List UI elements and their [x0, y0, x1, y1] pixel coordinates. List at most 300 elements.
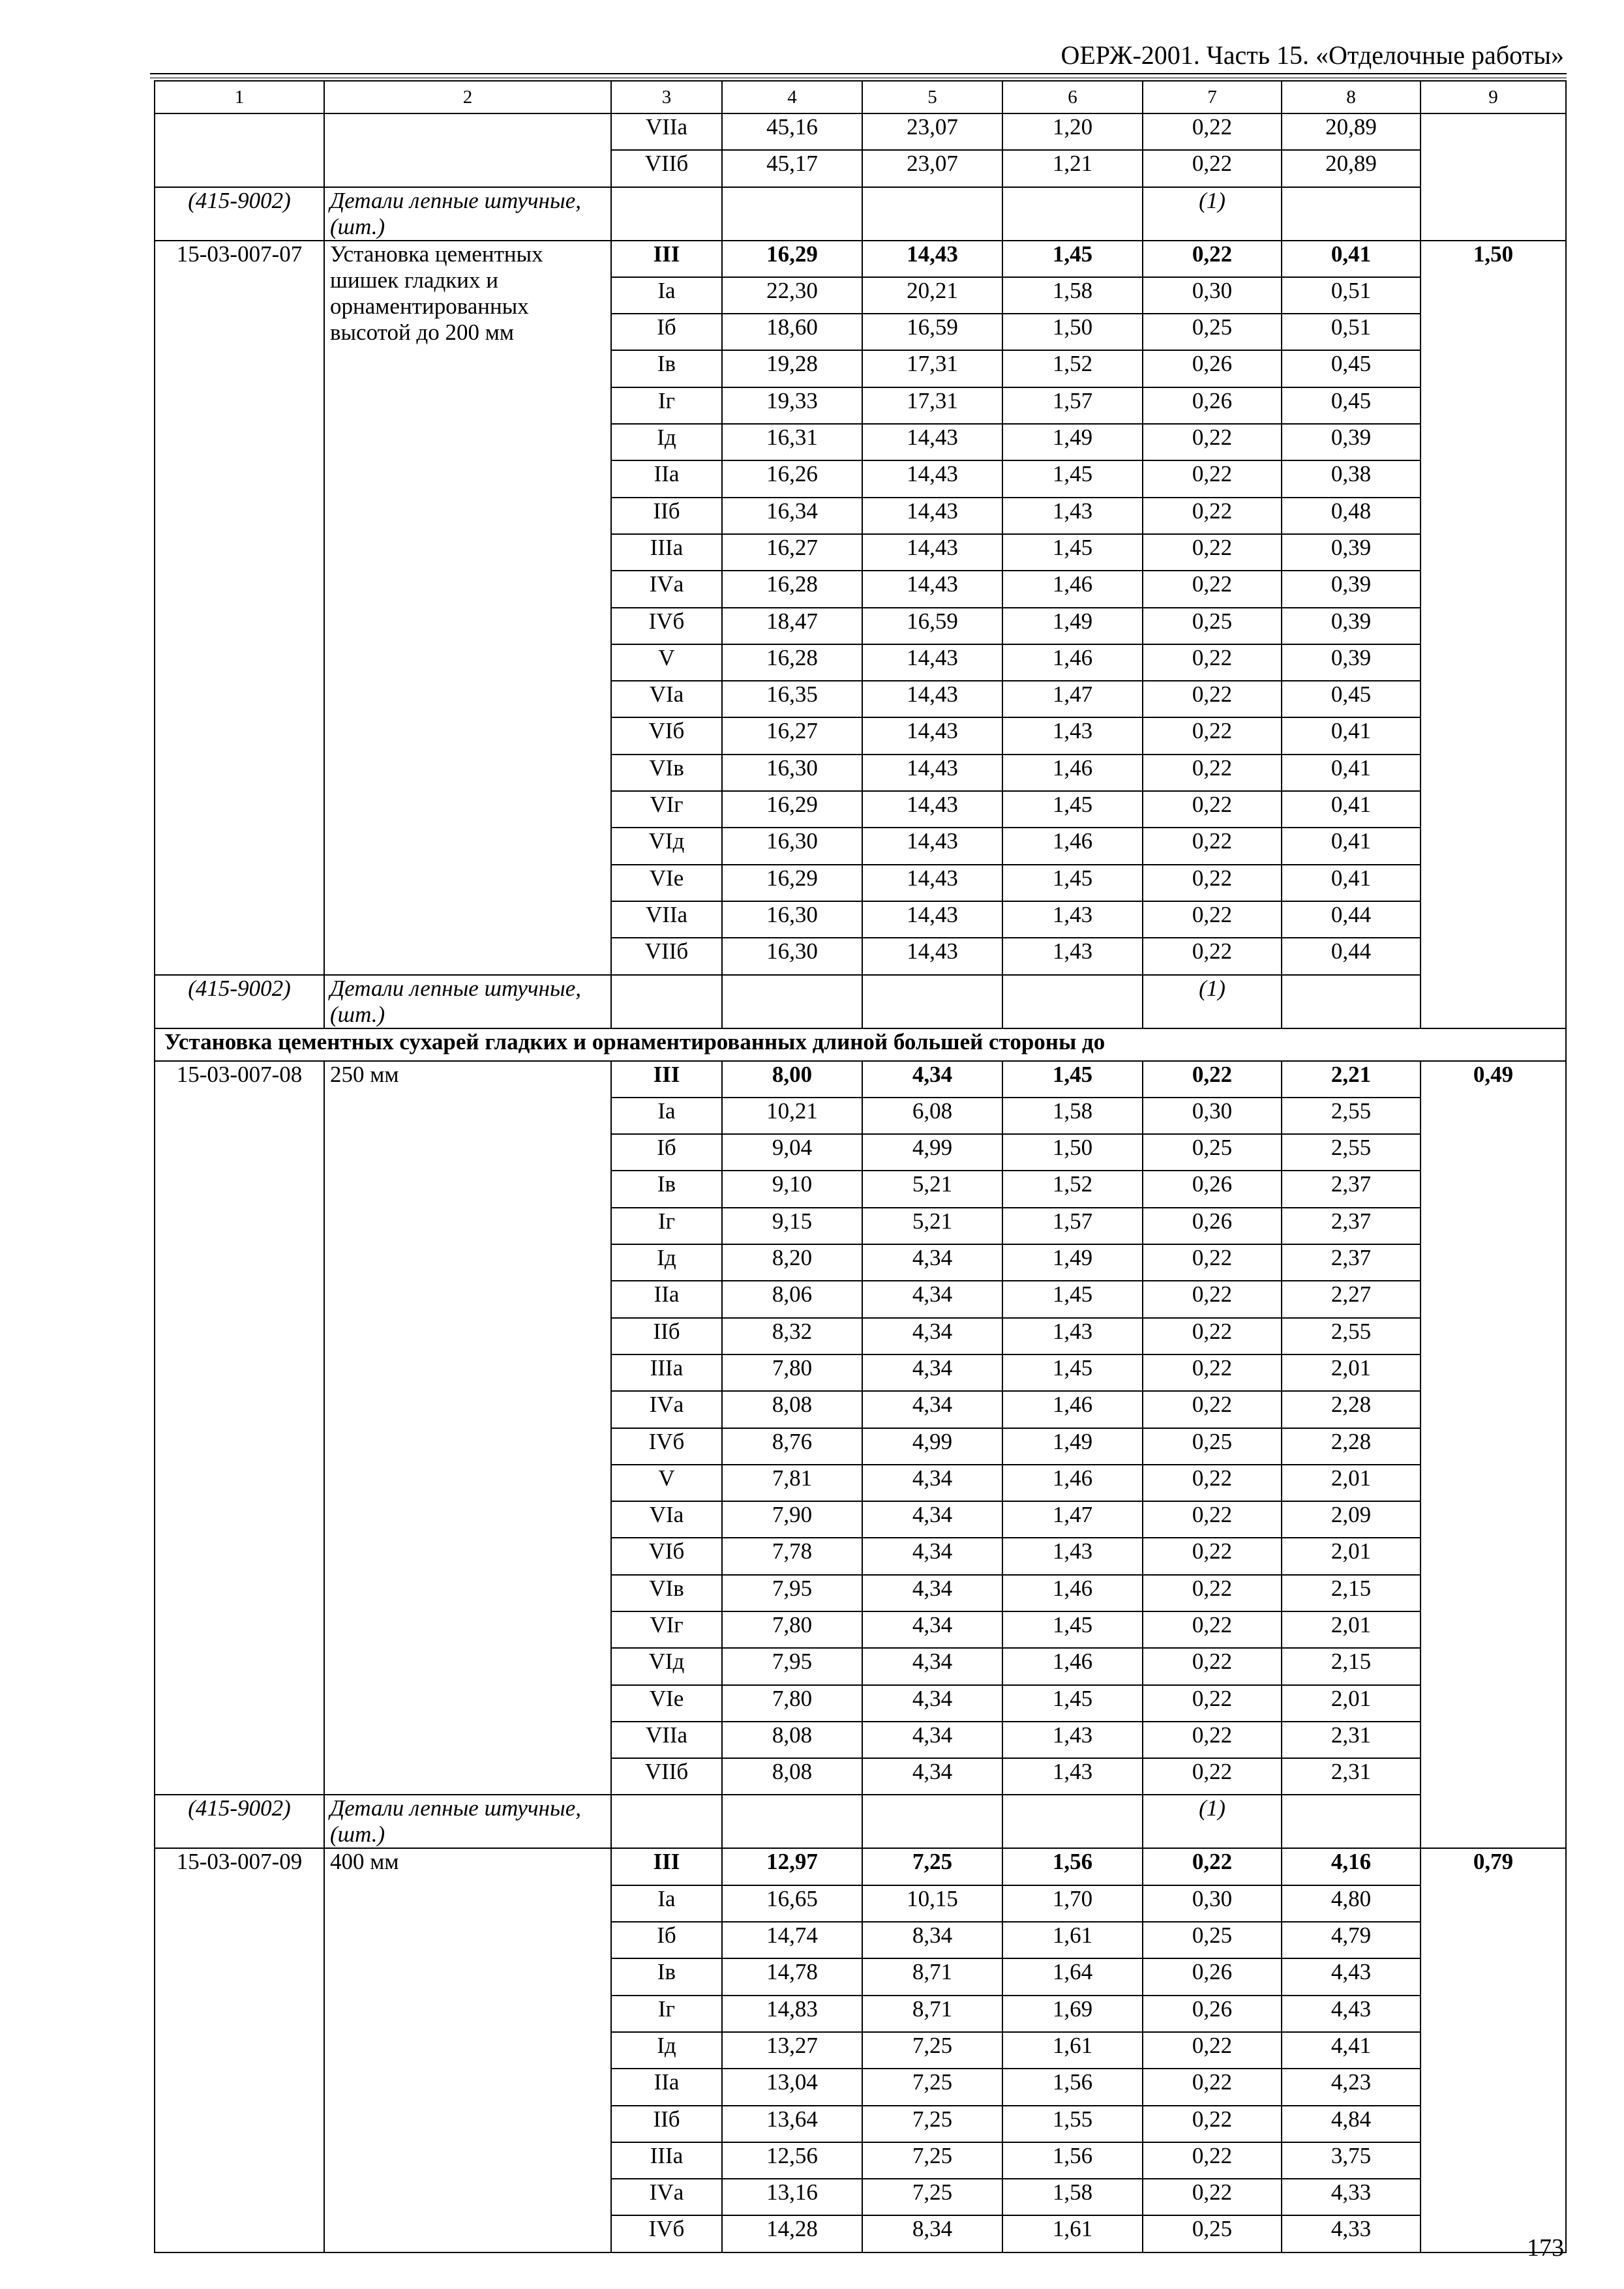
- value-cell-col7: 0,22: [1143, 1465, 1282, 1501]
- section-heading: Установка цементных сухарей гладких и орнаментированных длиной большей стороны до: [155, 1028, 1566, 1061]
- value-cell-col5: 8,34: [862, 2215, 1002, 2252]
- region-zone-cell: IVб: [611, 608, 722, 644]
- value-cell-col7: 0,22: [1143, 2069, 1282, 2105]
- value-cell-col4: 19,33: [722, 387, 862, 424]
- value-cell-col7: 0,22: [1143, 1318, 1282, 1354]
- value-cell-col6: 1,56: [1002, 1848, 1143, 1885]
- region-zone-cell: Iб: [611, 314, 722, 350]
- column-number: 6: [1002, 81, 1143, 113]
- value-cell-col4: 7,80: [722, 1685, 862, 1722]
- header-divider: [150, 73, 1567, 78]
- value-cell-col6: 1,46: [1002, 571, 1143, 607]
- value-cell-col6: 1,55: [1002, 2106, 1143, 2142]
- value-cell-col6: 1,43: [1002, 1758, 1143, 1795]
- value-cell-col7: 0,26: [1143, 1208, 1282, 1244]
- value-cell-col5: 4,34: [862, 1501, 1002, 1538]
- value-cell-col5: 4,34: [862, 1611, 1002, 1648]
- value-cell-col8: 2,37: [1282, 1244, 1421, 1281]
- value-cell-col4: 8,76: [722, 1428, 862, 1465]
- material-footer-row: [155, 975, 1566, 1028]
- column-number: 9: [1421, 81, 1566, 113]
- value-cell-col8: 2,27: [1282, 1281, 1421, 1317]
- value-cell-col7: 0,22: [1143, 681, 1282, 717]
- region-zone-cell: IIб: [611, 1318, 722, 1354]
- value-cell-col5: 14,43: [862, 460, 1002, 497]
- value-cell-col7: 0,25: [1143, 1428, 1282, 1465]
- value-cell-col8: 4,33: [1282, 2215, 1421, 2252]
- region-zone-cell: IIIа: [611, 2142, 722, 2179]
- value-cell-col6: 1,50: [1002, 314, 1143, 350]
- value-cell-col5: 16,59: [862, 608, 1002, 644]
- value-cell-col7: 0,22: [1143, 644, 1282, 681]
- material-quantity: (1): [1143, 975, 1282, 1028]
- value-cell-col8: 20,89: [1282, 150, 1421, 187]
- value-cell-col5: 20,21: [862, 277, 1002, 314]
- value-cell-col6: 1,46: [1002, 644, 1143, 681]
- region-zone-cell: VIIа: [611, 113, 722, 150]
- empty-cell: [1002, 1795, 1143, 1848]
- value-cell-col5: 7,25: [862, 2179, 1002, 2215]
- value-cell-col5: 17,31: [862, 387, 1002, 424]
- coefficient-col9: 0,79: [1421, 1848, 1566, 2252]
- value-cell-col5: 5,21: [862, 1208, 1002, 1244]
- region-zone-cell: Iа: [611, 1885, 722, 1922]
- norms-table-body: [155, 81, 1566, 2252]
- empty-cell: [862, 187, 1002, 241]
- value-cell-col7: 0,22: [1143, 113, 1282, 150]
- value-cell-col8: 2,21: [1282, 1061, 1421, 1098]
- value-cell-col7: 0,26: [1143, 1958, 1282, 1995]
- value-cell-col6: 1,43: [1002, 901, 1143, 938]
- norm-name: Установка цементных шишек гладких и орнаментированных высотой до 200 мм: [324, 241, 611, 975]
- value-cell-col5: 14,43: [862, 424, 1002, 460]
- value-cell-col7: 0,22: [1143, 1611, 1282, 1648]
- material-name: Детали лепные штучные, (шт.): [324, 1795, 611, 1848]
- value-cell-col5: 4,99: [862, 1428, 1002, 1465]
- value-cell-col6: 1,43: [1002, 498, 1143, 534]
- value-cell-col5: 14,43: [862, 938, 1002, 974]
- region-zone-cell: Iг: [611, 1208, 722, 1244]
- empty-cell: [611, 187, 722, 241]
- value-cell-col7: 0,22: [1143, 571, 1282, 607]
- region-zone-cell: IIIа: [611, 1354, 722, 1391]
- value-cell-col4: 7,78: [722, 1538, 862, 1574]
- coefficient-col9: [1421, 113, 1566, 241]
- column-number: 4: [722, 81, 862, 113]
- empty-cell: [611, 1795, 722, 1848]
- value-cell-col7: 0,22: [1143, 424, 1282, 460]
- region-zone-cell: IIб: [611, 2106, 722, 2142]
- region-zone-cell: VIе: [611, 865, 722, 901]
- value-cell-col4: 14,78: [722, 1958, 862, 1995]
- value-cell-col8: 4,16: [1282, 1848, 1421, 1885]
- region-zone-cell: VIа: [611, 681, 722, 717]
- region-zone-cell: Iв: [611, 350, 722, 387]
- value-cell-col8: 0,41: [1282, 828, 1421, 864]
- value-cell-col6: 1,45: [1002, 1061, 1143, 1098]
- value-cell-col7: 0,22: [1143, 755, 1282, 791]
- value-cell-col4: 12,97: [722, 1848, 862, 1885]
- value-cell-col6: 1,45: [1002, 534, 1143, 571]
- page-header-title: ОЕРЖ-2001. Часть 15. «Отделочные работы»: [1060, 40, 1564, 70]
- value-cell-col5: 4,34: [862, 1575, 1002, 1611]
- value-cell-col8: 2,55: [1282, 1134, 1421, 1171]
- value-cell-col7: 0,22: [1143, 1575, 1282, 1611]
- value-cell-col6: 1,58: [1002, 2179, 1143, 2215]
- value-cell-col5: 8,71: [862, 1996, 1002, 2032]
- value-cell-col5: 8,34: [862, 1922, 1002, 1958]
- value-cell-col8: 0,41: [1282, 717, 1421, 754]
- value-cell-col7: 0,26: [1143, 1996, 1282, 2032]
- value-cell-col6: 1,49: [1002, 1244, 1143, 1281]
- value-cell-col7: 0,25: [1143, 1922, 1282, 1958]
- value-cell-col7: 0,22: [1143, 1391, 1282, 1428]
- value-cell-col8: 0,44: [1282, 901, 1421, 938]
- value-cell-col7: 0,22: [1143, 938, 1282, 974]
- value-cell-col4: 45,17: [722, 150, 862, 187]
- region-zone-cell: III: [611, 1061, 722, 1098]
- value-cell-col5: 14,43: [862, 791, 1002, 828]
- value-cell-col6: 1,57: [1002, 387, 1143, 424]
- region-zone-cell: Iа: [611, 277, 722, 314]
- region-zone-cell: VIа: [611, 1501, 722, 1538]
- value-cell-col8: 0,39: [1282, 608, 1421, 644]
- value-cell-col5: 14,43: [862, 681, 1002, 717]
- value-cell-col4: 7,80: [722, 1354, 862, 1391]
- value-cell-col7: 0,22: [1143, 1061, 1282, 1098]
- empty-cell: [1002, 187, 1143, 241]
- region-zone-cell: Iв: [611, 1958, 722, 1995]
- empty-cell: [722, 187, 862, 241]
- value-cell-col4: 9,10: [722, 1171, 862, 1207]
- value-cell-col5: 4,34: [862, 1465, 1002, 1501]
- value-cell-col8: 2,31: [1282, 1758, 1421, 1795]
- material-name: Детали лепные штучные, (шт.): [324, 975, 611, 1028]
- value-cell-col5: 14,43: [862, 717, 1002, 754]
- value-cell-col4: 16,27: [722, 717, 862, 754]
- value-cell-col7: 0,30: [1143, 277, 1282, 314]
- region-zone-cell: Iб: [611, 1134, 722, 1171]
- value-cell-col6: 1,46: [1002, 1465, 1143, 1501]
- value-cell-col4: 8,00: [722, 1061, 862, 1098]
- value-cell-col7: 0,22: [1143, 1722, 1282, 1758]
- column-number: 7: [1143, 81, 1282, 113]
- empty-cell: [1002, 975, 1143, 1028]
- value-cell-col7: 0,22: [1143, 2106, 1282, 2142]
- value-cell-col6: 1,43: [1002, 938, 1143, 974]
- value-cell-col8: 0,39: [1282, 534, 1421, 571]
- value-cell-col8: 0,41: [1282, 865, 1421, 901]
- value-cell-col6: 1,58: [1002, 277, 1143, 314]
- value-cell-col5: 7,25: [862, 2106, 1002, 2142]
- region-zone-cell: VIб: [611, 1538, 722, 1574]
- value-cell-col6: 1,70: [1002, 1885, 1143, 1922]
- value-cell-col7: 0,26: [1143, 350, 1282, 387]
- value-cell-col7: 0,25: [1143, 1134, 1282, 1171]
- region-zone-cell: VIд: [611, 1648, 722, 1684]
- region-zone-cell: IVа: [611, 1391, 722, 1428]
- value-cell-col5: 7,25: [862, 2142, 1002, 2179]
- value-cell-col5: 14,43: [862, 644, 1002, 681]
- value-cell-col7: 0,25: [1143, 608, 1282, 644]
- value-cell-col8: 0,39: [1282, 644, 1421, 681]
- empty-cell: [722, 975, 862, 1028]
- value-cell-col6: 1,46: [1002, 1391, 1143, 1428]
- value-cell-col4: 16,29: [722, 865, 862, 901]
- norm-code: 15-03-007-08: [155, 1061, 324, 1795]
- value-cell-col5: 4,34: [862, 1722, 1002, 1758]
- region-zone-cell: VIIа: [611, 901, 722, 938]
- value-cell-col7: 0,26: [1143, 1171, 1282, 1207]
- value-cell-col8: 2,01: [1282, 1465, 1421, 1501]
- value-cell-col8: 4,23: [1282, 2069, 1421, 2105]
- value-cell-col8: 4,43: [1282, 1958, 1421, 1995]
- value-cell-col8: 0,45: [1282, 681, 1421, 717]
- region-zone-cell: Iг: [611, 1996, 722, 2032]
- value-cell-col8: 2,37: [1282, 1208, 1421, 1244]
- value-cell-col6: 1,43: [1002, 1538, 1143, 1574]
- value-cell-col4: 7,95: [722, 1648, 862, 1684]
- region-zone-cell: IIа: [611, 1281, 722, 1317]
- value-cell-col6: 1,46: [1002, 1648, 1143, 1684]
- value-cell-col8: 2,15: [1282, 1648, 1421, 1684]
- norm-code: [155, 113, 324, 187]
- region-zone-cell: IVб: [611, 2215, 722, 2252]
- value-cell-col6: 1,45: [1002, 1685, 1143, 1722]
- region-zone-cell: VIд: [611, 828, 722, 864]
- value-cell-col4: 14,83: [722, 1996, 862, 2032]
- norm-code: 15-03-007-09: [155, 1848, 324, 2252]
- region-zone-cell: IVа: [611, 571, 722, 607]
- value-cell-col5: 4,34: [862, 1061, 1002, 1098]
- value-cell-col8: 4,80: [1282, 1885, 1421, 1922]
- material-footer-row: [155, 1795, 1566, 1848]
- column-number: 5: [862, 81, 1002, 113]
- material-code: (415-9002): [155, 187, 324, 241]
- norm-name: 250 мм: [324, 1061, 611, 1795]
- value-cell-col5: 4,34: [862, 1685, 1002, 1722]
- region-zone-cell: VIIа: [611, 1722, 722, 1758]
- section-heading-row: [155, 1028, 1566, 1061]
- value-cell-col5: 7,25: [862, 1848, 1002, 1885]
- value-cell-col8: 0,39: [1282, 571, 1421, 607]
- region-zone-cell: VIIб: [611, 938, 722, 974]
- region-zone-cell: VIг: [611, 1611, 722, 1648]
- value-cell-col6: 1,49: [1002, 1428, 1143, 1465]
- value-cell-col8: 3,75: [1282, 2142, 1421, 2179]
- value-cell-col4: 16,26: [722, 460, 862, 497]
- value-cell-col6: 1,21: [1002, 150, 1143, 187]
- value-cell-col8: 20,89: [1282, 113, 1421, 150]
- value-cell-col7: 0,22: [1143, 1685, 1282, 1722]
- value-cell-col6: 1,61: [1002, 2032, 1143, 2069]
- value-cell-col8: 2,01: [1282, 1354, 1421, 1391]
- value-cell-col5: 23,07: [862, 150, 1002, 187]
- value-cell-col5: 7,25: [862, 2069, 1002, 2105]
- region-zone-cell: VIе: [611, 1685, 722, 1722]
- value-cell-col8: 2,09: [1282, 1501, 1421, 1538]
- value-cell-col6: 1,45: [1002, 1354, 1143, 1391]
- value-cell-col7: 0,22: [1143, 717, 1282, 754]
- value-cell-col4: 45,16: [722, 113, 862, 150]
- value-cell-col5: 4,34: [862, 1538, 1002, 1574]
- value-cell-col5: 6,08: [862, 1098, 1002, 1134]
- material-name: Детали лепные штучные, (шт.): [324, 187, 611, 241]
- value-cell-col7: 0,22: [1143, 1648, 1282, 1684]
- value-cell-col7: 0,26: [1143, 387, 1282, 424]
- value-cell-col5: 4,34: [862, 1354, 1002, 1391]
- region-zone-cell: VIв: [611, 755, 722, 791]
- value-cell-col8: 0,38: [1282, 460, 1421, 497]
- value-cell-col7: 0,22: [1143, 2179, 1282, 2215]
- value-cell-col7: 0,22: [1143, 241, 1282, 277]
- value-cell-col5: 7,25: [862, 2032, 1002, 2069]
- value-cell-col6: 1,49: [1002, 424, 1143, 460]
- region-zone-cell: Iг: [611, 387, 722, 424]
- coefficient-col9: 0,49: [1421, 1061, 1566, 1849]
- value-cell-col7: 0,22: [1143, 901, 1282, 938]
- value-cell-col8: 4,79: [1282, 1922, 1421, 1958]
- value-cell-col4: 16,29: [722, 791, 862, 828]
- value-cell-col5: 14,43: [862, 755, 1002, 791]
- value-cell-col4: 14,28: [722, 2215, 862, 2252]
- norms-table: [154, 80, 1567, 2253]
- value-cell-col4: 8,20: [722, 1244, 862, 1281]
- value-cell-col4: 10,21: [722, 1098, 862, 1134]
- value-cell-col4: 13,16: [722, 2179, 862, 2215]
- value-cell-col8: 2,01: [1282, 1538, 1421, 1574]
- region-zone-cell: VIг: [611, 791, 722, 828]
- value-cell-col6: 1,45: [1002, 241, 1143, 277]
- value-cell-col6: 1,56: [1002, 2142, 1143, 2179]
- value-cell-col6: 1,69: [1002, 1996, 1143, 2032]
- region-zone-cell: IVб: [611, 1428, 722, 1465]
- value-cell-col4: 8,08: [722, 1758, 862, 1795]
- value-cell-col4: 16,28: [722, 644, 862, 681]
- value-cell-col4: 8,08: [722, 1391, 862, 1428]
- value-cell-col4: 16,34: [722, 498, 862, 534]
- value-cell-col8: 2,28: [1282, 1428, 1421, 1465]
- value-cell-col4: 16,27: [722, 534, 862, 571]
- value-cell-col7: 0,22: [1143, 865, 1282, 901]
- value-cell-col4: 16,30: [722, 755, 862, 791]
- region-zone-cell: IIIа: [611, 534, 722, 571]
- value-cell-col5: 14,43: [862, 534, 1002, 571]
- value-cell-col6: 1,20: [1002, 113, 1143, 150]
- value-cell-col8: 0,51: [1282, 277, 1421, 314]
- value-cell-col5: 14,43: [862, 241, 1002, 277]
- value-cell-col7: 0,22: [1143, 1538, 1282, 1574]
- value-cell-col8: 2,01: [1282, 1611, 1421, 1648]
- value-cell-col7: 0,22: [1143, 791, 1282, 828]
- value-cell-col6: 1,64: [1002, 1958, 1143, 1995]
- value-cell-col5: 14,43: [862, 828, 1002, 864]
- value-cell-col4: 8,06: [722, 1281, 862, 1317]
- value-cell-col7: 0,30: [1143, 1885, 1282, 1922]
- value-cell-col4: 18,60: [722, 314, 862, 350]
- norm-name: [324, 113, 611, 187]
- region-zone-cell: III: [611, 1848, 722, 1885]
- value-cell-col4: 13,04: [722, 2069, 862, 2105]
- empty-cell: [862, 1795, 1002, 1848]
- value-cell-col8: 0,45: [1282, 387, 1421, 424]
- region-zone-cell: Iд: [611, 1244, 722, 1281]
- value-cell-col7: 0,30: [1143, 1098, 1282, 1134]
- value-cell-col7: 0,22: [1143, 1354, 1282, 1391]
- value-cell-col6: 1,50: [1002, 1134, 1143, 1171]
- material-code: (415-9002): [155, 975, 324, 1028]
- value-cell-col8: 4,43: [1282, 1996, 1421, 2032]
- value-cell-col7: 0,22: [1143, 2032, 1282, 2069]
- value-cell-col7: 0,22: [1143, 1281, 1282, 1317]
- value-cell-col6: 1,61: [1002, 1922, 1143, 1958]
- value-cell-col4: 16,65: [722, 1885, 862, 1922]
- value-cell-col6: 1,46: [1002, 1575, 1143, 1611]
- value-cell-col7: 0,22: [1143, 498, 1282, 534]
- value-cell-col8: 2,55: [1282, 1098, 1421, 1134]
- value-cell-col6: 1,43: [1002, 1722, 1143, 1758]
- value-cell-col6: 1,45: [1002, 791, 1143, 828]
- value-cell-col5: 17,31: [862, 350, 1002, 387]
- material-quantity: (1): [1143, 187, 1282, 241]
- value-cell-col6: 1,47: [1002, 681, 1143, 717]
- value-cell-col5: 16,59: [862, 314, 1002, 350]
- value-cell-col4: 7,90: [722, 1501, 862, 1538]
- region-zone-cell: VIIб: [611, 1758, 722, 1795]
- value-cell-col4: 9,15: [722, 1208, 862, 1244]
- value-cell-col4: 9,04: [722, 1134, 862, 1171]
- value-cell-col8: 0,41: [1282, 755, 1421, 791]
- value-cell-col4: 7,80: [722, 1611, 862, 1648]
- region-zone-cell: IVа: [611, 2179, 722, 2215]
- column-number: 8: [1282, 81, 1421, 113]
- norm-name: 400 мм: [324, 1848, 611, 2252]
- value-cell-col8: 0,41: [1282, 241, 1421, 277]
- value-cell-col5: 4,34: [862, 1391, 1002, 1428]
- value-cell-col7: 0,25: [1143, 2215, 1282, 2252]
- value-cell-col4: 8,08: [722, 1722, 862, 1758]
- region-zone-cell: Iб: [611, 1922, 722, 1958]
- value-cell-col7: 0,22: [1143, 460, 1282, 497]
- value-cell-col6: 1,58: [1002, 1098, 1143, 1134]
- column-number: 2: [324, 81, 611, 113]
- material-code: (415-9002): [155, 1795, 324, 1848]
- coefficient-col9: 1,50: [1421, 241, 1566, 1028]
- empty-cell: [611, 975, 722, 1028]
- value-cell-col4: 13,64: [722, 2106, 862, 2142]
- empty-cell: [862, 975, 1002, 1028]
- value-cell-col4: 16,31: [722, 424, 862, 460]
- region-zone-cell: V: [611, 1465, 722, 1501]
- value-cell-col8: 0,51: [1282, 314, 1421, 350]
- table-row: [155, 241, 1566, 277]
- value-cell-col6: 1,45: [1002, 865, 1143, 901]
- value-cell-col8: 0,39: [1282, 424, 1421, 460]
- norm-code: 15-03-007-07: [155, 241, 324, 975]
- value-cell-col4: 16,30: [722, 938, 862, 974]
- value-cell-col8: 0,45: [1282, 350, 1421, 387]
- column-number: 1: [155, 81, 324, 113]
- region-zone-cell: VIIб: [611, 150, 722, 187]
- value-cell-col8: 2,01: [1282, 1685, 1421, 1722]
- value-cell-col7: 0,22: [1143, 1501, 1282, 1538]
- value-cell-col6: 1,49: [1002, 608, 1143, 644]
- value-cell-col7: 0,22: [1143, 1244, 1282, 1281]
- value-cell-col4: 16,35: [722, 681, 862, 717]
- value-cell-col5: 4,34: [862, 1281, 1002, 1317]
- table-row: [155, 113, 1566, 150]
- value-cell-col6: 1,56: [1002, 2069, 1143, 2105]
